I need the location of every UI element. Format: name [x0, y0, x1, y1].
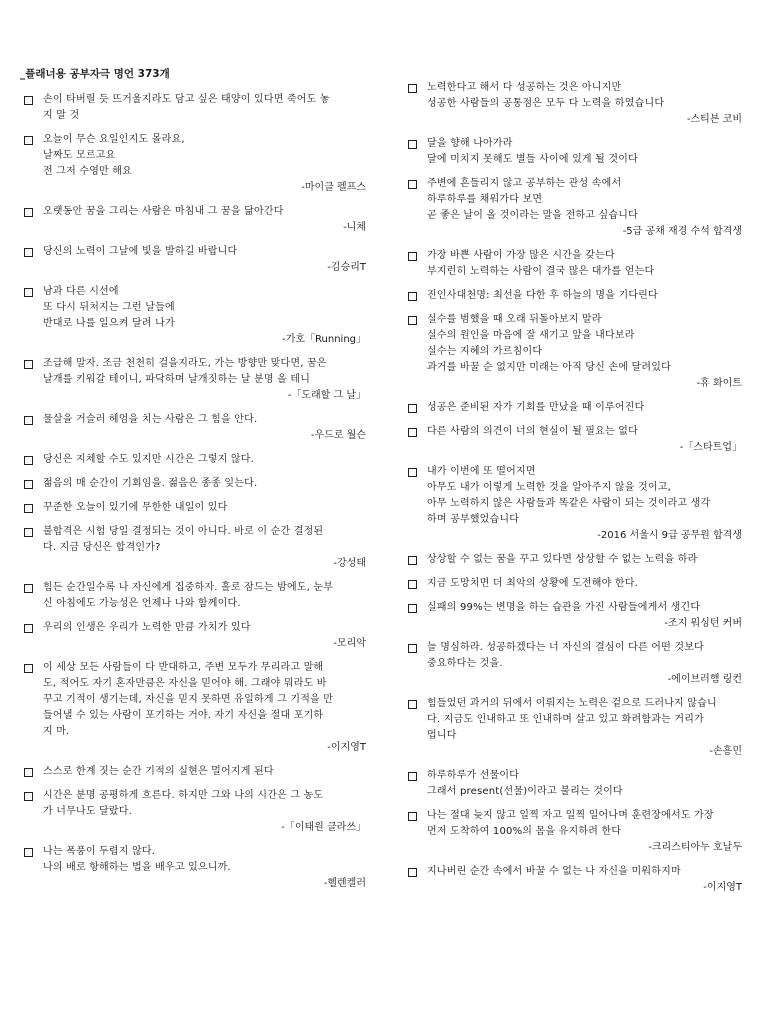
checkbox-icon[interactable]	[24, 288, 33, 297]
quote-author: -손흥민	[709, 746, 742, 757]
checkbox-icon[interactable]	[24, 208, 33, 217]
quote-author: -마이클 펠프스	[301, 182, 366, 193]
quote-text: 우리의 인생은 우리가 노력한 만큼 가치가 있다	[43, 622, 251, 633]
checkbox-icon[interactable]	[408, 404, 417, 413]
quote-item	[404, 312, 748, 392]
quote-text: 손이 타버릴 듯 뜨거울지라도 담고 싶은 태양이 있다면 죽어도 놓 지 말 것	[43, 94, 330, 121]
quote-item	[20, 476, 372, 492]
right-column	[404, 80, 748, 904]
quote-text: 물살을 거슬러 헤엄을 치는 사람은 그 힘을 안다.	[43, 414, 258, 425]
checkbox-icon[interactable]	[24, 456, 33, 465]
checkbox-icon[interactable]	[24, 624, 33, 633]
quote-author: -김승리T	[327, 262, 366, 273]
quote-author: -이지영T	[327, 742, 366, 753]
quote-item	[20, 788, 372, 836]
quote-text: 당신의 노력이 그날에 빛을 발하길 바랍니다	[43, 246, 238, 257]
checkbox-icon[interactable]	[24, 768, 33, 777]
checkbox-icon[interactable]	[24, 480, 33, 489]
checkbox-icon[interactable]	[408, 316, 417, 325]
quote-item	[20, 356, 372, 404]
quote-author: -「스타트업」	[679, 442, 742, 453]
checkbox-icon[interactable]	[408, 580, 417, 589]
quote-text: 시간은 분명 공평하게 흐른다. 하지만 그와 나의 시간은 그 농도 가 너무나도 달랐다.	[43, 790, 324, 817]
quote-text: 오늘이 무슨 요일인지도 몰라요, 날짜도 모르고요 전 그저 수영만 해요	[43, 134, 185, 177]
checkbox-icon[interactable]	[408, 468, 417, 477]
quote-text: 내가 이번에 또 떨어지면 아무도 내가 이렇게 노력한 것을 알아주지 않을 것이고, 아무 노력하지 않은 사람들과 똑같은 사람이 되는 것이라고 생각 하며 공부했었습니다	[427, 466, 711, 525]
quote-text: 남과 다른 시선에 또 다시 뒤처지는 그런 날들에 반대로 나를 일으켜 달려 나가	[43, 286, 175, 329]
quote-text: 꾸준한 오늘이 있기에 무한한 내일이 있다	[43, 502, 228, 513]
checkbox-icon[interactable]	[24, 416, 33, 425]
quote-item	[404, 288, 748, 304]
quote-text: 늘 명심하라. 성공하겠다는 너 자신의 결심이 다른 어떤 것보다 중요하다는 것을.	[427, 642, 704, 669]
quote-author: -휴 화이트	[696, 378, 742, 389]
quote-author: -이지영T	[703, 882, 742, 893]
quote-author: -강성태	[333, 558, 366, 569]
quote-text: 노력한다고 해서 다 성공하는 것은 아니지만 성공한 사람들의 공통점은 모두 다 노력을 하였습니다	[427, 82, 665, 109]
checkbox-icon[interactable]	[24, 136, 33, 145]
quote-text: 조급해 말자. 조금 천천히 걸을지라도, 가는 방향만 맞다면, 꿈은 날개를 키워갈 테이니, 파닥하며 날개짓하는 날 분명 올 테니	[43, 358, 327, 385]
checkbox-icon[interactable]	[24, 96, 33, 105]
quote-item	[20, 92, 372, 124]
checkbox-icon[interactable]	[408, 252, 417, 261]
checkbox-icon[interactable]	[408, 604, 417, 613]
quote-item	[20, 580, 372, 612]
quote-item	[404, 464, 748, 544]
quote-text: 가장 바쁜 사람이 가장 많은 시간을 갖는다 부지런히 노력하는 사람이 결국 많은 대가를 얻는다	[427, 250, 655, 277]
quote-item	[404, 400, 748, 416]
checkbox-icon[interactable]	[408, 772, 417, 781]
quote-item	[20, 284, 372, 348]
quote-author: -「도래할 그 날」	[287, 390, 366, 401]
quote-text: 나는 절대 늦지 않고 일찍 자고 일찍 일어나며 훈련장에서도 가장 먼저 도착하여 100%의 몸을 유지하려 한다	[427, 810, 714, 837]
checkbox-icon[interactable]	[24, 528, 33, 537]
quote-item	[404, 808, 748, 856]
quote-text: 지나버린 순간 속에서 바꿀 수 없는 나 자신을 미워하지마	[427, 866, 681, 877]
quote-item	[404, 80, 748, 128]
quote-text: 불합격은 시험 당일 결정되는 것이 아니다. 바로 이 순간 결정된 다. 지금 당신은 합격인가?	[43, 526, 324, 553]
quote-item	[20, 660, 372, 756]
checkbox-icon[interactable]	[408, 868, 417, 877]
quote-text: 지금 도망치면 더 최악의 상황에 도전해야 한다.	[427, 578, 638, 589]
quote-text: 하루하루가 선물이다 그래서 present(선물)이라고 불리는 것이다	[427, 770, 623, 797]
quote-author: -조지 워싱턴 커버	[664, 618, 742, 629]
checkbox-icon[interactable]	[408, 700, 417, 709]
quote-item	[20, 204, 372, 236]
quote-item	[20, 844, 372, 892]
quote-item	[20, 412, 372, 444]
checkbox-icon[interactable]	[408, 84, 417, 93]
quote-item	[20, 524, 372, 572]
quote-item	[404, 696, 748, 760]
checkbox-icon[interactable]	[408, 140, 417, 149]
checkbox-icon[interactable]	[24, 664, 33, 673]
checkbox-icon[interactable]	[408, 556, 417, 565]
checkbox-icon[interactable]	[24, 584, 33, 593]
quote-author: -니체	[343, 222, 366, 233]
quote-item	[404, 424, 748, 456]
quote-text: 나는 폭풍이 두렵지 않다. 나의 배로 항해하는 법을 배우고 있으니까.	[43, 846, 231, 873]
quote-text: 힘든 순간일수록 나 자신에게 집중하자. 홀로 잠드는 밤에도, 눈부 신 아침에도 가능성은 언제나 나와 함께이다.	[43, 582, 334, 609]
quote-text: 상상할 수 없는 꿈을 꾸고 있다면 상상할 수 없는 노력을 하라	[427, 554, 698, 565]
quote-item	[404, 552, 748, 568]
quote-text: 오랫동안 꿈을 그리는 사람은 마침내 그 꿈을 닮아간다	[43, 206, 284, 217]
checkbox-icon[interactable]	[408, 180, 417, 189]
quote-item	[404, 864, 748, 896]
quote-text: 젊음의 매 순간이 기회임을. 젊음은 종종 잊는다.	[43, 478, 258, 489]
left-column	[20, 66, 372, 900]
quote-item	[404, 176, 748, 240]
quote-item	[20, 244, 372, 276]
checkbox-icon[interactable]	[408, 812, 417, 821]
checkbox-icon[interactable]	[24, 360, 33, 369]
checkbox-icon[interactable]	[24, 792, 33, 801]
quote-author: -모리악	[333, 638, 366, 649]
quote-text: 다른 사람의 의견이 너의 현실이 될 필요는 없다	[427, 426, 638, 437]
checkbox-icon[interactable]	[24, 248, 33, 257]
quote-author: -2016 서울시 9급 공무원 합격생	[597, 530, 742, 541]
quote-author: -5급 공채 재경 수석 합격생	[622, 226, 742, 237]
quote-item	[20, 132, 372, 196]
checkbox-icon[interactable]	[408, 644, 417, 653]
quote-item	[404, 248, 748, 280]
quote-text: 스스로 한계 짓는 순간 기적의 실현은 멀어지게 된다	[43, 766, 274, 777]
quote-text: 실수를 범했을 때 오래 뒤돌아보지 말라 실수의 원인을 마음에 잘 새기고 앞을 내다보라 실수는 지혜의 가르침이다 과거를 바꿀 순 없지만 미래는 아직 당신 손에 달려있다	[427, 314, 671, 373]
quote-author: -에이브러햄 링컨	[667, 674, 742, 685]
quote-text: 진인사대천명: 최선을 다한 후 하늘의 명을 기다린다	[427, 290, 658, 301]
checkbox-icon[interactable]	[408, 292, 417, 301]
quote-text: 당신은 지체할 수도 있지만 시간은 그렇지 않다.	[43, 454, 254, 465]
quote-text: 실패의 99%는 변명을 하는 습관을 가진 사람들에게서 생긴다	[427, 602, 701, 613]
quote-author: -헬렌켈러	[323, 878, 366, 889]
quote-item	[20, 500, 372, 516]
quote-text: 주변에 흔들리지 않고 공부하는 관성 속에서 하루하루를 채워가다 보면 곧 좋은 날이 올 것이라는 말을 전하고 싶습니다	[427, 178, 638, 221]
quote-text: 힘들었던 과거의 뒤에서 이뤄지는 노력은 겉으로 드러나지 않습니 다. 지금도 인내하고 또 인내하며 살고 있고 화려함과는 거리가 멉니다	[427, 698, 717, 741]
quote-item	[404, 640, 748, 688]
quote-text: 달을 향해 나아가라 달에 미치지 못해도 별들 사이에 있게 될 것이다	[427, 138, 638, 165]
checkbox-icon[interactable]	[408, 428, 417, 437]
quote-item	[404, 136, 748, 168]
quote-author: -「이태원 클라쓰」	[281, 822, 366, 833]
quote-author: -스티븐 코비	[686, 114, 742, 125]
page-title: _플래너용 공부자극 명언 373개	[20, 68, 170, 80]
quote-item	[20, 452, 372, 468]
quote-item	[20, 764, 372, 780]
quote-author: -크리스티아누 호날두	[648, 842, 742, 853]
quote-item	[20, 620, 372, 652]
quote-author: -우드로 월슨	[310, 430, 366, 441]
checkbox-icon[interactable]	[24, 848, 33, 857]
quote-text: 성공은 준비된 자가 기회를 만났을 때 이루어진다	[427, 402, 645, 413]
quote-item	[404, 576, 748, 592]
quote-text: 이 세상 모든 사람들이 다 반대하고, 주변 모두가 무리라고 말해 도, 적어도 자기 혼자만큼은 자신을 믿어야 해. 그래야 뭐라도 바 꾸고 기적이 생기는데, 자신을 믿지 못하면 유일하게 그 기적을 만 들어낼 수 있는 사람이 포기하는 거야. 자기 자신을 절대 포기하 지 마.	[43, 662, 334, 737]
quote-item	[404, 768, 748, 800]
quote-item	[404, 600, 748, 632]
checkbox-icon[interactable]	[24, 504, 33, 513]
quote-author: -가호「Running」	[282, 334, 366, 345]
